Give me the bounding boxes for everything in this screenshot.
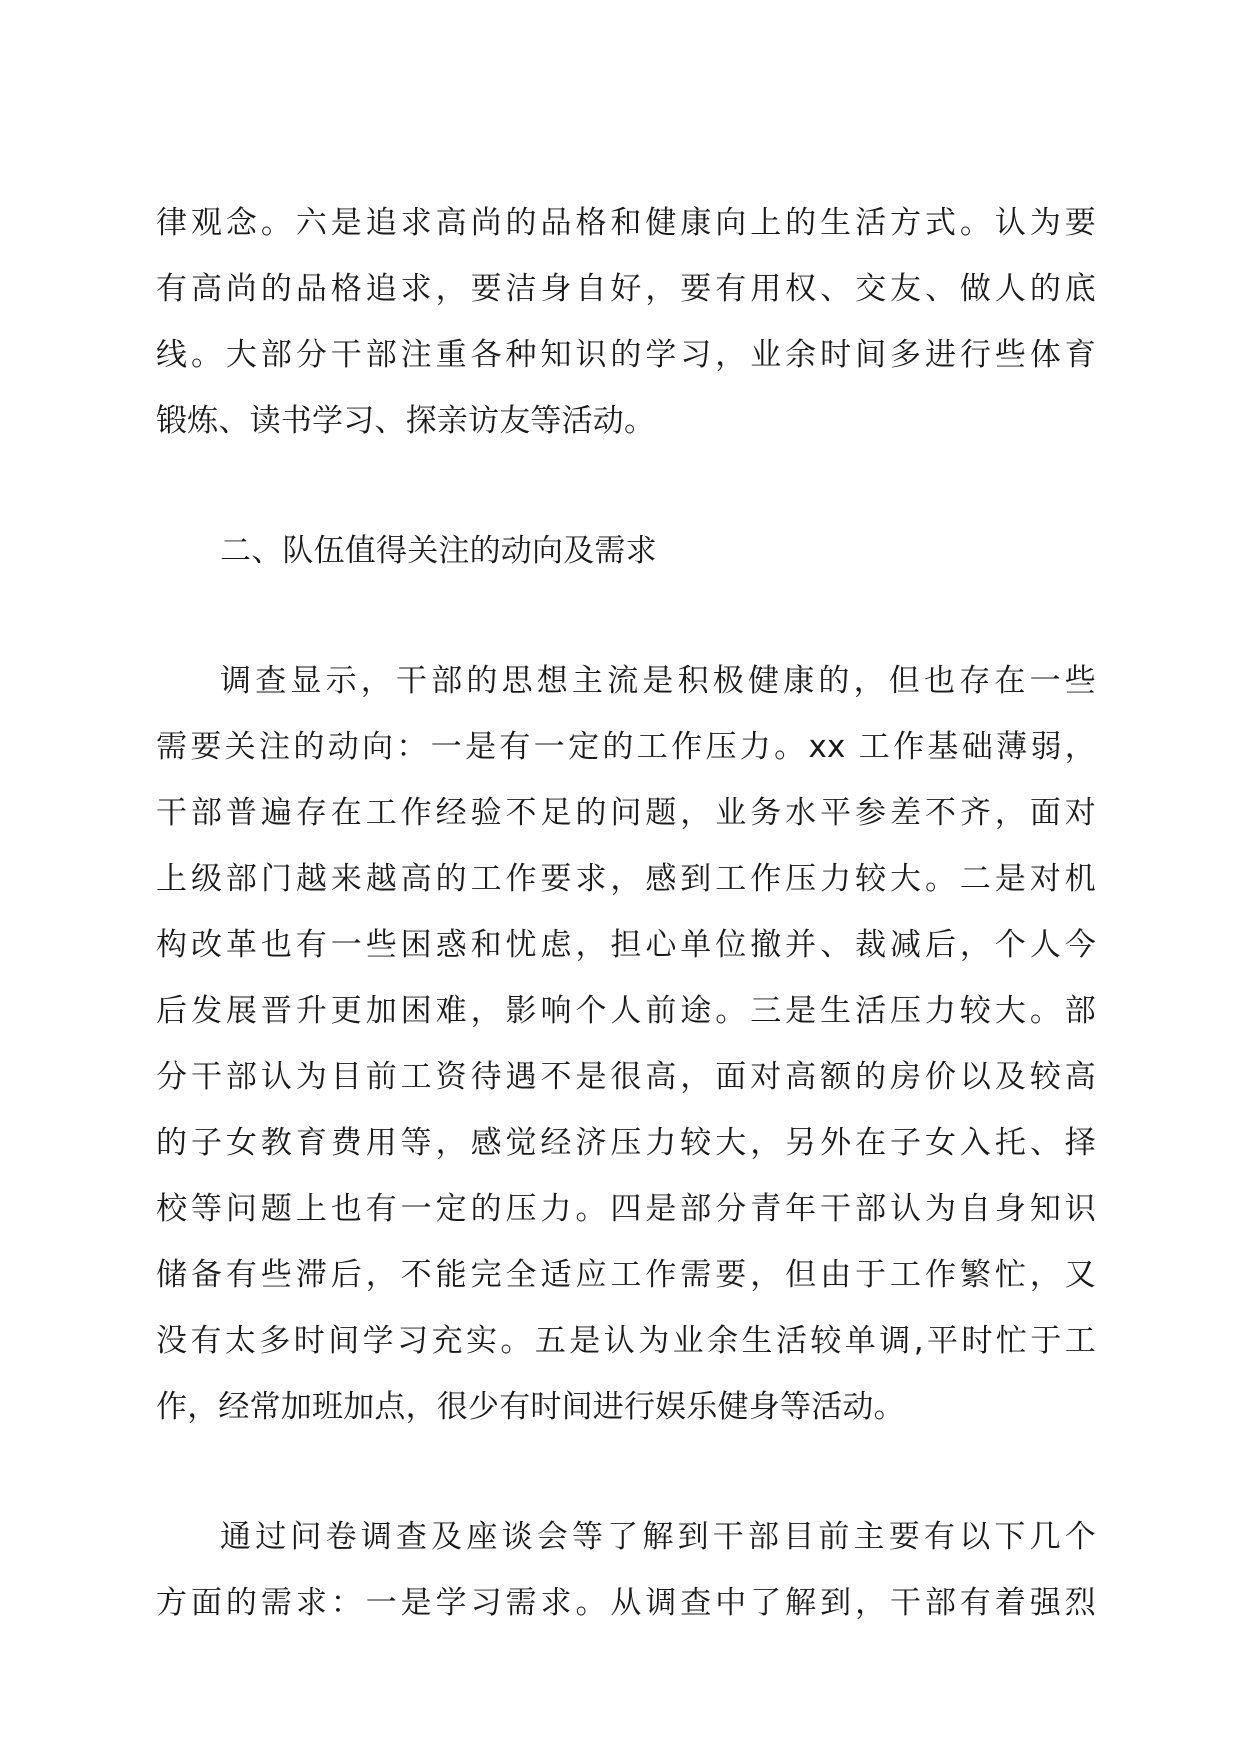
paragraph xyxy=(156,190,1096,454)
text-line: 方面的需求：一是学习需求。从调查中了解到，干部有着强烈 xyxy=(156,1585,1096,1621)
text-line: 线。大部分干部注重各种知识的学习，业余时间多进行些体育 xyxy=(156,337,1096,373)
text-line: 没有太多时间学习充实。五是认为业余生活较单调,平时忙于工 xyxy=(156,1323,1096,1359)
document-body xyxy=(156,190,1096,1636)
text-line: 后发展晋升更加困难，影响个人前途。三是生活压力较大。部 xyxy=(156,993,1096,1029)
paragraph-spacing xyxy=(156,1440,1096,1504)
text-line: 干部普遍存在工作经验不足的问题，业务水平参差不齐，面对 xyxy=(156,795,1096,831)
text-line: 上级部门越来越高的工作要求，感到工作压力较大。二是对机 xyxy=(156,861,1096,897)
text-line: 律观念。六是追求高尚的品格和健康向上的生活方式。认为要 xyxy=(156,205,1096,241)
paragraph xyxy=(156,1504,1096,1636)
text-line: 调查显示，干部的思想主流是积极健康的，但也存在一些 xyxy=(220,663,1096,699)
text-line: 的子女教育费用等，感觉经济压力较大，另外在子女入托、择 xyxy=(156,1125,1096,1161)
paragraph-spacing xyxy=(156,454,1096,518)
text-line: 构改革也有一些困惑和忧虑，担心单位撤并、裁减后，个人今 xyxy=(156,927,1096,963)
paragraph xyxy=(156,648,1096,1440)
text-line: 分干部认为目前工资待遇不是很高，面对高额的房价以及较高 xyxy=(156,1059,1096,1095)
text-line: 有高尚的品格追求，要洁身自好，要有用权、交友、做人的底 xyxy=(156,271,1096,307)
heading-text: 二、队伍值得关注的动向及需求 xyxy=(220,533,657,569)
section-heading xyxy=(156,518,1096,584)
paragraph-spacing xyxy=(156,584,1096,648)
text-line: 储备有些滞后，不能完全适应工作需要，但由于工作繁忙，又 xyxy=(156,1257,1096,1293)
text-line: 锻炼、读书学习、探亲访友等活动。 xyxy=(156,403,656,439)
text-line: 通过问卷调查及座谈会等了解到干部目前主要有以下几个 xyxy=(220,1519,1096,1555)
text-line: 需要关注的动向：一是有一定的工作压力。xx 工作基础薄弱， xyxy=(156,729,1096,765)
text-line: 校等问题上也有一定的压力。四是部分青年干部认为自身知识 xyxy=(156,1191,1096,1227)
text-line: 作，经常加班加点，很少有时间进行娱乐健身等活动。 xyxy=(156,1389,905,1425)
